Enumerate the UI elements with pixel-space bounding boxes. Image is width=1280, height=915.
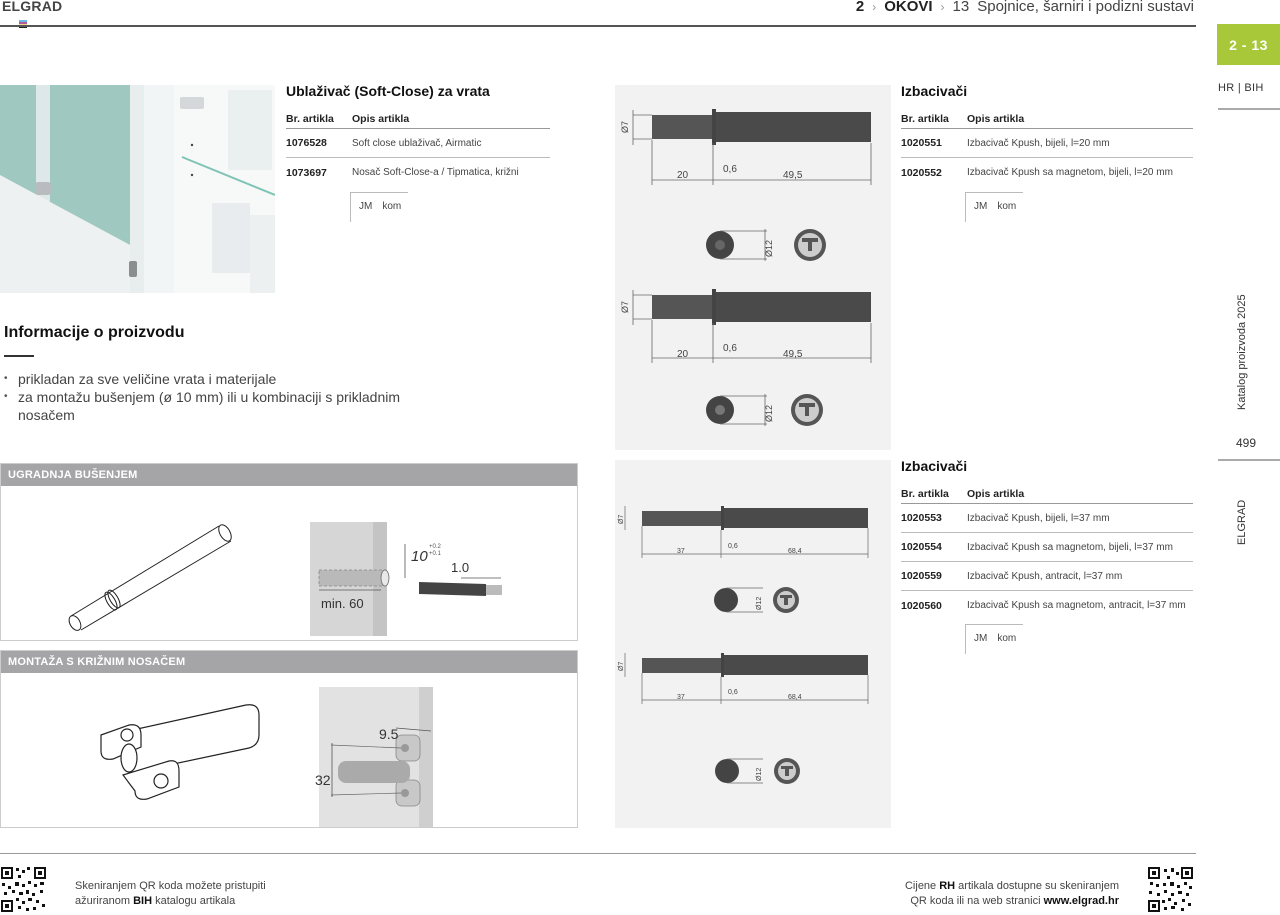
breadcrumb-chapter-name[interactable]: OKOVI	[884, 0, 933, 15]
unit-label: JM	[359, 201, 373, 212]
table-ejectors-37	[901, 484, 1193, 620]
info-title: Informacije o proizvodu	[4, 324, 185, 341]
page-number: 499	[1236, 436, 1257, 450]
install-drilling-title: UGRADNJA BUŠENJEM	[1, 464, 577, 486]
svg-text:+0.1: +0.1	[429, 551, 441, 557]
svg-text:10: 10	[411, 548, 428, 565]
brand-logo: ELGRAD	[2, 0, 63, 14]
ejector-side-view-magnet	[620, 289, 871, 426]
info-bullet: • za montažu bušenjem (ø 10 mm) ili u kombinaciji s prikladnim nosačem	[4, 388, 444, 424]
technical-drawing-20mm	[615, 85, 891, 450]
chevron-right-icon: ›	[872, 0, 877, 14]
svg-text:Ø12: Ø12	[764, 404, 774, 422]
brand-vertical: ELGRAD	[1236, 499, 1248, 545]
svg-text:min. 60: min. 60	[321, 596, 364, 611]
table-row[interactable]	[901, 533, 1193, 562]
article-description: Izbacivač Kpush sa magnetom, bijeli, l=20 mm	[967, 167, 1173, 178]
unit-value: kom	[997, 201, 1017, 212]
footer-divider	[0, 853, 1196, 854]
column-header-code: Br. artikla	[901, 112, 949, 125]
unit-value: kom	[382, 201, 402, 212]
svg-text:49,5: 49,5	[783, 170, 803, 181]
unit-box	[350, 192, 408, 222]
ejector-side-view-37-magnet	[618, 653, 868, 784]
svg-text:0,6: 0,6	[728, 543, 738, 550]
table-row[interactable]	[901, 504, 1193, 533]
sidebar-divider	[1218, 459, 1280, 461]
article-code: 1020552	[901, 166, 942, 179]
article-description: Izbacivač Kpush, bijeli, l=20 mm	[967, 137, 1110, 149]
article-code: 1076528	[286, 137, 327, 149]
unit-box	[965, 192, 1023, 222]
svg-text:Ø7: Ø7	[620, 300, 630, 313]
section-title-softclose: Ublaživač (Soft-Close) za vrata	[286, 83, 490, 99]
svg-text:0,6: 0,6	[723, 343, 737, 354]
breadcrumb-chapter-number[interactable]: 2	[855, 0, 865, 15]
article-code: 1020554	[901, 541, 942, 553]
svg-text:Ø7: Ø7	[620, 120, 630, 133]
language-label: HR | BIH	[1218, 82, 1264, 94]
svg-text:Ø12: Ø12	[756, 596, 763, 610]
header-divider	[0, 25, 1196, 27]
svg-text:0,6: 0,6	[723, 164, 737, 175]
info-divider	[4, 355, 34, 357]
ejector-side-view-37	[618, 506, 868, 613]
table-header	[286, 109, 550, 129]
table-header	[901, 109, 1193, 129]
breadcrumb-section-name[interactable]: Spojnice, šarniri i podizni sustavi	[977, 0, 1194, 15]
qr-code-bih[interactable]	[0, 866, 47, 913]
article-code: 1020559	[901, 570, 942, 582]
footer-right-text	[905, 879, 1119, 909]
svg-text:20: 20	[677, 349, 689, 360]
svg-text:49,5: 49,5	[783, 349, 803, 360]
breadcrumb-section-number[interactable]: 13	[952, 0, 970, 15]
article-code: 1020551	[901, 137, 942, 149]
svg-text:Ø7: Ø7	[618, 661, 625, 671]
table-row[interactable]	[286, 129, 550, 158]
unit-box	[965, 624, 1023, 654]
svg-text:Ø12: Ø12	[764, 239, 774, 257]
article-code: 1073697	[286, 166, 327, 179]
table-row[interactable]	[901, 562, 1193, 591]
section-title-ejectors-37: Izbacivači	[901, 458, 968, 474]
catalog-label: Katalog proizvoda 2025	[1236, 294, 1248, 410]
info-bullets	[4, 370, 444, 424]
breadcrumb	[856, 0, 1194, 15]
install-drilling-panel	[0, 463, 578, 641]
unit-label: JM	[974, 201, 988, 212]
svg-text:1.0: 1.0	[451, 560, 470, 575]
svg-text:+0.2: +0.2	[429, 544, 441, 550]
qr-code-rh[interactable]	[1147, 866, 1194, 913]
technical-drawing-37mm	[615, 460, 891, 828]
svg-text:Ø12: Ø12	[756, 767, 763, 781]
table-row[interactable]	[901, 129, 1193, 158]
svg-text:37: 37	[677, 548, 685, 555]
ejector-side-view	[620, 109, 871, 261]
table-row[interactable]	[901, 158, 1193, 187]
install-bracket-panel	[0, 650, 578, 828]
flag-icon	[19, 20, 27, 28]
svg-text:20: 20	[677, 170, 689, 181]
article-code: 1020553	[901, 512, 942, 524]
column-header-description: Opis artikla	[352, 112, 410, 125]
footer-right-line2: QR koda ili na web stranici www.elgrad.hr	[910, 895, 1119, 907]
section-badge: 2 - 13	[1217, 24, 1280, 65]
info-bullet: • prikladan za sve veličine vrata i materijale	[4, 370, 444, 388]
install-bracket-title: MONTAŽA S KRIŽNIM NOSAČEM	[1, 651, 577, 673]
svg-text:32: 32	[315, 772, 331, 788]
sidebar-divider	[1218, 108, 1280, 110]
svg-text:0,6: 0,6	[728, 689, 738, 696]
svg-text:68,4: 68,4	[788, 694, 802, 701]
column-header-code: Br. artikla	[901, 487, 949, 500]
article-description: Izbacivač Kpush sa magnetom, bijeli, l=37 mm	[967, 541, 1173, 553]
footer-left-line2: ažuriranom BIH katalogu artikala	[75, 895, 236, 907]
article-description: Izbacivač Kpush sa magnetom, antracit, l=37 mm	[967, 600, 1186, 611]
footer-right-line1: Cijene RH artikala dostupne su skeniranjem	[904, 880, 1119, 892]
svg-text:37: 37	[677, 694, 685, 701]
svg-text:9.5: 9.5	[379, 726, 399, 742]
article-description: Izbacivač Kpush, bijeli, l=37 mm	[967, 512, 1110, 524]
table-softclose	[286, 109, 550, 187]
section-title-ejectors-20: Izbacivači	[901, 83, 968, 99]
unit-value: kom	[997, 633, 1017, 644]
footer-left-line1: Skeniranjem QR koda možete pristupiti	[75, 880, 266, 892]
table-ejectors-20	[901, 109, 1193, 187]
article-description: Izbacivač Kpush, antracit, l=37 mm	[967, 570, 1123, 582]
table-row[interactable]	[901, 591, 1193, 620]
chevron-right-icon: ›	[940, 0, 945, 14]
column-header-description: Opis artikla	[967, 112, 1025, 125]
svg-text:Ø7: Ø7	[618, 514, 625, 524]
article-description: Soft close ublaživač, Airmatic	[352, 137, 482, 149]
unit-label: JM	[974, 633, 988, 644]
article-code: 1020560	[901, 599, 942, 612]
svg-text:68,4: 68,4	[788, 548, 802, 555]
website-link[interactable]: www.elgrad.hr	[1043, 895, 1119, 907]
footer-left-text	[75, 879, 266, 909]
column-header-code: Br. artikla	[286, 112, 334, 125]
column-header-description: Opis artikla	[967, 487, 1025, 500]
article-description: Nosač Soft-Close-a / Tipmatica, križni	[352, 167, 519, 178]
table-row[interactable]	[286, 158, 550, 187]
table-header	[901, 484, 1193, 504]
product-photo	[0, 85, 275, 293]
